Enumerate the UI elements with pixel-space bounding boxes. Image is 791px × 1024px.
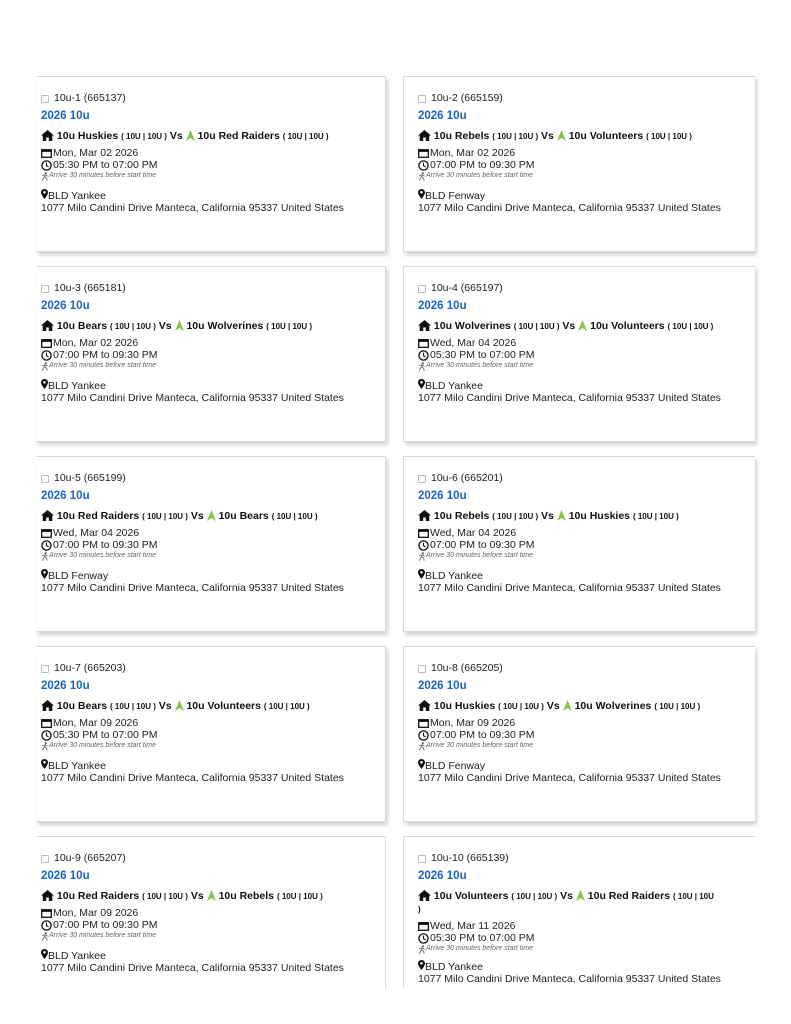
game-card[interactable] (36, 456, 386, 632)
field-address: 1077 Milo Candini Drive Manteca, California 95337 United States (418, 392, 721, 404)
calendar-icon (41, 148, 52, 158)
clock-icon (418, 350, 429, 361)
matchup (418, 890, 751, 916)
clock-icon (418, 160, 429, 171)
calendar-icon (418, 528, 429, 538)
calendar-icon (418, 148, 429, 158)
map-pin-icon (418, 960, 425, 970)
game-date: Wed, Mar 11 2026 (430, 920, 516, 932)
season-label: 2026 10u (41, 110, 90, 122)
home-icon (418, 130, 431, 141)
away-division: ( 10U | 10U ) (263, 702, 310, 711)
map-pin-icon (418, 189, 425, 199)
game-card[interactable] (403, 266, 755, 442)
checkbox-icon[interactable] (41, 855, 49, 863)
field-address: 1077 Milo Candini Drive Manteca, California 95337 United States (41, 392, 344, 404)
calendar-icon (418, 921, 429, 931)
clock-icon (418, 730, 429, 741)
field-name: BLD Yankee (48, 760, 106, 772)
field-address: 1077 Milo Candini Drive Manteca, California 95337 United States (418, 772, 721, 784)
home-team: 10u Bears (56, 700, 108, 712)
checkbox-icon[interactable] (41, 665, 49, 673)
clock-icon (418, 933, 429, 944)
away-division-tail: ) (418, 905, 421, 914)
home-division: ( 10U | 10U ) (110, 322, 156, 331)
map-pin-icon (41, 569, 48, 579)
game-date: Mon, Mar 09 2026 (53, 907, 139, 919)
season-label: 2026 10u (418, 680, 467, 692)
away-team: 10u Volunteers (186, 700, 261, 712)
home-icon (41, 700, 54, 711)
home-icon (418, 700, 431, 711)
field-address: 1077 Milo Candini Drive Manteca, California 95337 United States (418, 973, 721, 985)
away-team: 10u Wolverines (186, 320, 264, 332)
game-card[interactable] (403, 836, 755, 988)
season-label: 2026 10u (41, 300, 90, 312)
game-code: 10u-5 (665199) (54, 472, 126, 484)
checkbox-icon[interactable] (418, 95, 426, 103)
game-code: 10u-10 (665139) (431, 852, 509, 864)
game-card[interactable] (36, 836, 386, 988)
home-icon (41, 890, 54, 901)
home-team: 10u Red Raiders (56, 890, 140, 902)
clock-icon (41, 730, 52, 741)
game-time: 05:30 PM to 07:00 PM (53, 729, 158, 741)
runner-icon (418, 552, 426, 561)
calendar-icon (418, 718, 429, 728)
away-division: ( 10U | 10U (672, 892, 714, 901)
game-card[interactable] (36, 76, 386, 252)
arrow-icon (207, 510, 216, 521)
away-division: ( 10U | 10U ) (266, 322, 313, 331)
game-code: 10u-9 (665207) (54, 852, 126, 864)
checkbox-icon[interactable] (418, 475, 426, 483)
home-division: ( 10U | 10U ) (513, 322, 560, 331)
game-date: Mon, Mar 02 2026 (53, 337, 139, 349)
clock-icon (41, 160, 52, 171)
away-division: ( 10U | 10U ) (276, 892, 323, 901)
season-label: 2026 10u (418, 110, 467, 122)
calendar-icon (41, 528, 52, 538)
vs-label: Vs (158, 700, 172, 712)
game-date: Wed, Mar 04 2026 (53, 527, 140, 539)
arrow-icon (576, 890, 585, 901)
away-team: 10u Bears (218, 510, 269, 522)
season-label: 2026 10u (418, 300, 467, 312)
runner-icon (41, 932, 49, 941)
home-icon (418, 320, 431, 331)
home-division: ( 10U | 10U ) (110, 702, 156, 711)
season-label: 2026 10u (41, 870, 90, 882)
matchup (418, 700, 751, 713)
matchup (418, 320, 751, 333)
game-code: 10u-1 (665137) (54, 92, 126, 104)
game-date: Wed, Mar 04 2026 (430, 527, 517, 539)
season-label: 2026 10u (41, 680, 90, 692)
game-card[interactable] (36, 266, 386, 442)
home-division: ( 10U | 10U ) (492, 512, 539, 521)
checkbox-icon[interactable] (418, 855, 426, 863)
game-date: Mon, Mar 09 2026 (53, 717, 139, 729)
runner-icon (41, 362, 49, 371)
season-label: 2026 10u (418, 870, 467, 882)
home-icon (41, 130, 54, 141)
runner-icon (418, 945, 426, 954)
game-time: 07:00 PM to 09:30 PM (53, 349, 158, 361)
arrive-note: Arrive 30 minutes before start time (49, 932, 156, 939)
arrive-note: Arrive 30 minutes before start time (49, 742, 156, 749)
field-name: BLD Yankee (48, 950, 106, 962)
vs-label: Vs (158, 320, 172, 332)
arrive-note: Arrive 30 minutes before start time (426, 552, 533, 559)
game-card[interactable] (403, 646, 755, 822)
map-pin-icon (41, 759, 48, 769)
game-code: 10u-8 (665205) (431, 662, 503, 674)
matchup (41, 320, 381, 333)
clock-icon (41, 920, 52, 931)
field-address: 1077 Milo Candini Drive Manteca, California 95337 United States (41, 962, 344, 974)
field-address: 1077 Milo Candini Drive Manteca, California 95337 United States (41, 772, 344, 784)
arrive-note: Arrive 30 minutes before start time (426, 172, 533, 179)
runner-icon (418, 742, 426, 751)
season-label: 2026 10u (418, 490, 467, 502)
checkbox-icon[interactable] (418, 665, 426, 673)
arrive-note: Arrive 30 minutes before start time (49, 552, 156, 559)
home-icon (41, 510, 54, 521)
home-division: ( 10U | 10U ) (511, 892, 558, 901)
checkbox-icon[interactable] (418, 285, 426, 293)
game-code: 10u-6 (665201) (431, 472, 503, 484)
home-team: 10u Bears (56, 320, 108, 332)
arrive-note: Arrive 30 minutes before start time (49, 362, 156, 369)
home-icon (418, 890, 431, 901)
field-name: BLD Yankee (48, 190, 106, 202)
clock-icon (418, 540, 429, 551)
map-pin-icon (41, 189, 48, 199)
away-division: ( 10U | 10U ) (282, 132, 329, 141)
vs-label: Vs (562, 320, 576, 332)
away-division: ( 10U | 10U ) (646, 132, 692, 141)
game-card[interactable] (403, 456, 755, 632)
away-division: ( 10U | 10U ) (654, 702, 701, 711)
field-address: 1077 Milo Candini Drive Manteca, California 95337 United States (418, 582, 721, 594)
game-date: Mon, Mar 09 2026 (430, 717, 516, 729)
calendar-icon (41, 718, 52, 728)
matchup (418, 130, 751, 143)
home-team: 10u Red Raiders (56, 510, 140, 522)
field-name: BLD Yankee (48, 380, 106, 392)
matchup (41, 700, 381, 713)
runner-icon (41, 742, 49, 751)
away-team: 10u Volunteers (590, 320, 665, 332)
field-address: 1077 Milo Candini Drive Manteca, California 95337 United States (41, 582, 344, 594)
season-label: 2026 10u (41, 490, 90, 502)
field-name: BLD Fenway (48, 570, 109, 582)
map-pin-icon (41, 379, 48, 389)
vs-label: Vs (546, 700, 560, 712)
field-name: BLD Yankee (425, 380, 483, 392)
checkbox-icon[interactable] (41, 285, 49, 293)
home-team: 10u Rebels (433, 510, 490, 522)
matchup (41, 890, 381, 903)
home-icon (41, 320, 54, 331)
runner-icon (41, 172, 49, 181)
field-name: BLD Fenway (425, 760, 486, 772)
calendar-icon (418, 338, 429, 348)
away-team: 10u Rebels (218, 890, 275, 902)
home-team: 10u Wolverines (433, 320, 511, 332)
away-division: ( 10U | 10U ) (632, 512, 679, 521)
field-address: 1077 Milo Candini Drive Manteca, California 95337 United States (41, 202, 344, 214)
arrow-icon (557, 510, 566, 521)
arrow-icon (563, 700, 572, 711)
field-address: 1077 Milo Candini Drive Manteca, California 95337 United States (418, 202, 721, 214)
game-code: 10u-3 (665181) (54, 282, 126, 294)
arrow-icon (207, 890, 216, 901)
home-division: ( 10U | 10U ) (492, 132, 539, 141)
home-division: ( 10U | 10U ) (142, 512, 188, 521)
arrive-note: Arrive 30 minutes before start time (49, 172, 156, 179)
home-team: 10u Huskies (433, 700, 496, 712)
arrive-note: Arrive 30 minutes before start time (426, 945, 533, 952)
game-time: 05:30 PM to 07:00 PM (430, 349, 535, 361)
game-time: 07:00 PM to 09:30 PM (53, 539, 158, 551)
checkbox-icon[interactable] (41, 475, 49, 483)
game-date: Wed, Mar 04 2026 (430, 337, 517, 349)
map-pin-icon (418, 569, 425, 579)
arrow-icon (578, 320, 587, 331)
clock-icon (41, 540, 52, 551)
map-pin-icon (418, 759, 425, 769)
vs-label: Vs (190, 890, 204, 902)
vs-label: Vs (169, 130, 183, 142)
runner-icon (418, 172, 426, 181)
game-time: 07:00 PM to 09:30 PM (53, 919, 158, 931)
calendar-icon (41, 338, 52, 348)
matchup (418, 510, 751, 523)
arrow-icon (186, 130, 195, 141)
arrive-note: Arrive 30 minutes before start time (426, 362, 533, 369)
matchup (41, 510, 381, 523)
runner-icon (418, 362, 426, 371)
away-team: 10u Red Raiders (197, 130, 280, 142)
field-name: BLD Fenway (425, 190, 486, 202)
vs-label: Vs (541, 510, 554, 522)
field-name: BLD Yankee (425, 961, 483, 973)
arrow-icon (557, 130, 566, 141)
home-team: 10u Rebels (433, 130, 490, 142)
home-division: ( 10U | 10U ) (142, 892, 188, 901)
game-time: 07:00 PM to 09:30 PM (430, 159, 535, 171)
game-date: Mon, Mar 02 2026 (430, 147, 516, 159)
home-team: 10u Huskies (56, 130, 119, 142)
home-division: ( 10U | 10U ) (121, 132, 167, 141)
game-date: Mon, Mar 02 2026 (53, 147, 139, 159)
game-time: 05:30 PM to 07:00 PM (430, 932, 535, 944)
game-code: 10u-4 (665197) (431, 282, 503, 294)
away-team: 10u Red Raiders (587, 890, 671, 902)
vs-label: Vs (541, 130, 554, 142)
calendar-icon (41, 908, 52, 918)
away-team: 10u Huskies (568, 510, 631, 522)
away-team: 10u Volunteers (568, 130, 644, 142)
away-team: 10u Wolverines (574, 700, 652, 712)
home-team: 10u Volunteers (433, 890, 509, 902)
game-code: 10u-2 (665159) (431, 92, 503, 104)
map-pin-icon (41, 949, 48, 959)
arrow-icon (175, 700, 184, 711)
home-division: ( 10U | 10U ) (498, 702, 544, 711)
home-icon (418, 510, 431, 521)
away-division: ( 10U | 10U ) (271, 512, 318, 521)
clock-icon (41, 350, 52, 361)
runner-icon (41, 552, 49, 561)
game-card[interactable] (403, 76, 755, 252)
map-pin-icon (418, 379, 425, 389)
matchup (41, 130, 381, 143)
game-time: 07:00 PM to 09:30 PM (430, 539, 535, 551)
field-name: BLD Yankee (425, 570, 483, 582)
arrow-icon (175, 320, 184, 331)
arrive-note: Arrive 30 minutes before start time (426, 742, 533, 749)
game-code: 10u-7 (665203) (54, 662, 126, 674)
vs-label: Vs (560, 890, 573, 902)
vs-label: Vs (190, 510, 204, 522)
game-time: 05:30 PM to 07:00 PM (53, 159, 158, 171)
game-time: 07:00 PM to 09:30 PM (430, 729, 535, 741)
checkbox-icon[interactable] (41, 95, 49, 103)
game-card[interactable] (36, 646, 386, 822)
away-division: ( 10U | 10U ) (667, 322, 714, 331)
